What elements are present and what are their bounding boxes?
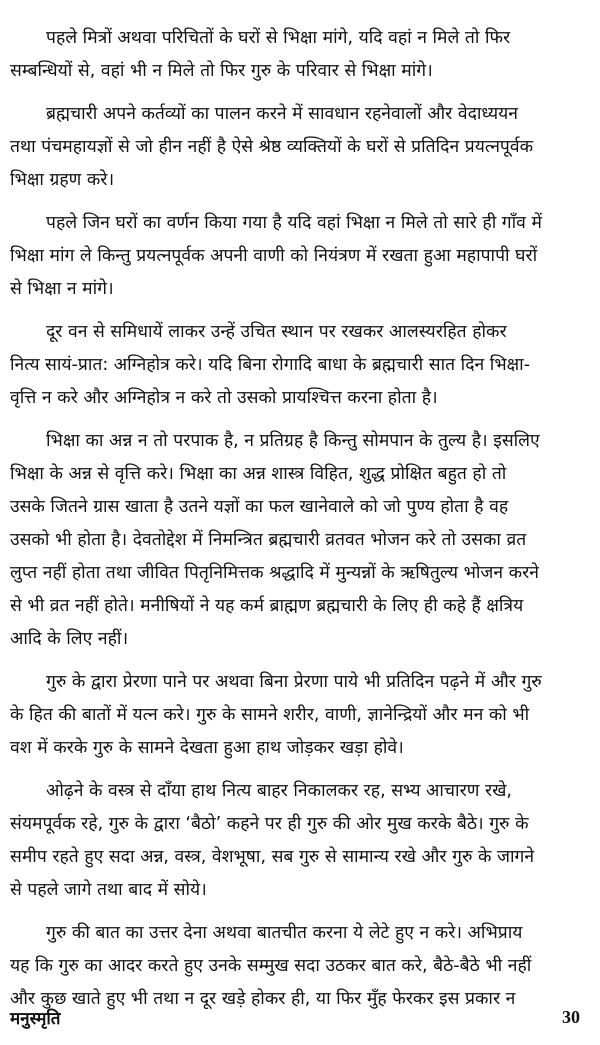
paragraph-line: समीप रहते हुए सदा अन्न, वस्त्र, वेशभूषा, सब गुरु से सामान्य रखे और गुरु के जागने <box>10 847 535 867</box>
page-footer <box>10 1000 580 1034</box>
paragraph-first-line: ब्रह्मचारी अपने कर्तव्यों का पालन करने में सावधान रहनेवालों और वेदाध्ययन <box>46 104 519 124</box>
paragraph <box>10 316 590 415</box>
paragraph-line: यह कि गुरु का आदर करते हुए उनके सम्मुख सदा उठकर बात करे, बैठे-बैठे भी नहीं <box>10 956 532 976</box>
paragraph-line: और कुछ खाते हुए भी तथा न दूर खड़े होकर ही, या फिर मुँह फेरकर इस प्रकार न <box>10 989 516 1009</box>
paragraph-first-line: पहले मित्रों अथवा परिचितों के घरों से भिक्षा मांगे, यदि वहां न मिले तो फिर <box>46 28 511 48</box>
paragraph-line: तथा पंचमहायज्ञों से जो हीन नहीं है ऐसे श्रेष्ठ व्यक्तियों के घरों से प्रतिदिन प्रयत्नपूर्वक <box>10 137 534 157</box>
paragraph-line: नित्य सायं-प्रात: अग्निहोत्र करे। यदि बिना रोगादि बाधा के ब्रह्मचारी सात दिन भिक्षा- <box>10 355 531 375</box>
paragraph-line: वश में करके गुरु के सामने देखता हुआ हाथ जोड़कर खड़ा होवे। <box>10 738 404 758</box>
paragraph-line: से भिक्षा न मांगे। <box>10 279 114 299</box>
paragraph <box>10 666 590 765</box>
paragraph-first-line: गुरु की बात का उत्तर देना अथवा बातचीत करना ये लेटे हुए न करे। अभिप्राय <box>46 923 523 943</box>
paragraph <box>10 775 590 907</box>
paragraph-line: उसको भी होता है। देवतोद्देश में निमन्त्रित ब्रह्मचारी व्रतवत भोजन करे तो उसका व्रत <box>10 530 527 550</box>
paragraph-line: वृत्ति न करे और अग्निहोत्र न करे तो उसको प्रायश्चित्त करना होता है। <box>10 388 438 408</box>
paragraph <box>10 98 590 197</box>
paragraph-line: आदि के लिए नहीं। <box>10 629 129 649</box>
paragraph-first-line: ओढ़ने के वस्त्र से दाँया हाथ नित्य बाहर निकालकर रह, सभ्य आचारण रखे, <box>46 781 512 801</box>
paragraph <box>10 207 590 306</box>
book-title: मनुस्मृति <box>10 1008 61 1029</box>
paragraph-first-line: दूर वन से समिधायें लाकर उन्हें उचित स्थान पर रखकर आलस्यरहित होकर <box>46 322 507 342</box>
paragraph-first-line: गुरु के द्वारा प्रेरणा पाने पर अथवा बिना प्रेरणा पाये भी प्रतिदिन पढ़ने में और गुरु <box>46 672 542 692</box>
paragraph-line: के हित की बातों में यत्न करे। गुरु के सामने शरीर, वाणी, ज्ञानेन्द्रियों और मन को भी <box>10 705 530 725</box>
paragraph-line: भिक्षा के अन्न से वृत्ति करे। भिक्षा का अन्न शास्त्र विहित, शुद्ध प्रोक्षित बहुत हो तो <box>10 464 507 484</box>
paragraph-line: भिक्षा मांग ले किन्तु प्रयत्नपूर्वक अपनी वाणी को नियंत्रण में रखता हुआ महापापी घरों <box>10 246 538 266</box>
page-number: 30 <box>562 1006 580 1027</box>
paragraph <box>10 425 590 656</box>
paragraph-line: से भी व्रत नहीं होते। मनीषियों ने यह कर्म ब्राह्मण ब्रह्मचारी के लिए ही कहे हैं क्षत्रिय <box>10 596 524 616</box>
paragraph <box>10 22 590 88</box>
paragraph-line: संयमपूर्वक रहे, गुरु के द्वारा ‘बैठो’ कहने पर ही गुरु की ओर मुख करके बैठे। गुरु के <box>10 814 529 834</box>
paragraph-first-line: पहले जिन घरों का वर्णन किया गया है यदि वहां भिक्षा न मिले तो सारे ही गाँव में <box>46 213 542 233</box>
paragraph-first-line: भिक्षा का अन्न न तो परपाक है, न प्रतिग्रह है किन्तु सोमपान के तुल्य है। इसलिए <box>46 431 540 451</box>
paragraph-line: भिक्षा ग्रहण करे। <box>10 170 115 190</box>
paragraph-line: लुप्त नहीं होता तथा जीवित पितृनिमित्तक श्रद्धादि में मुन्यन्नों के ऋषितुल्य भोजन करने <box>10 563 539 583</box>
body-text <box>10 22 590 1016</box>
paragraph-line: सम्बन्धियों से, वहां भी न मिले तो फिर गुरु के परिवार से भिक्षा मांगे। <box>10 61 433 81</box>
paragraph-line: उसके जितने ग्रास खाता है उतने यज्ञों का फल खानेवाले को जो पुण्य होता है वह <box>10 497 509 517</box>
paragraph-line: से पहले जागे तथा बाद में सोये। <box>10 880 207 900</box>
